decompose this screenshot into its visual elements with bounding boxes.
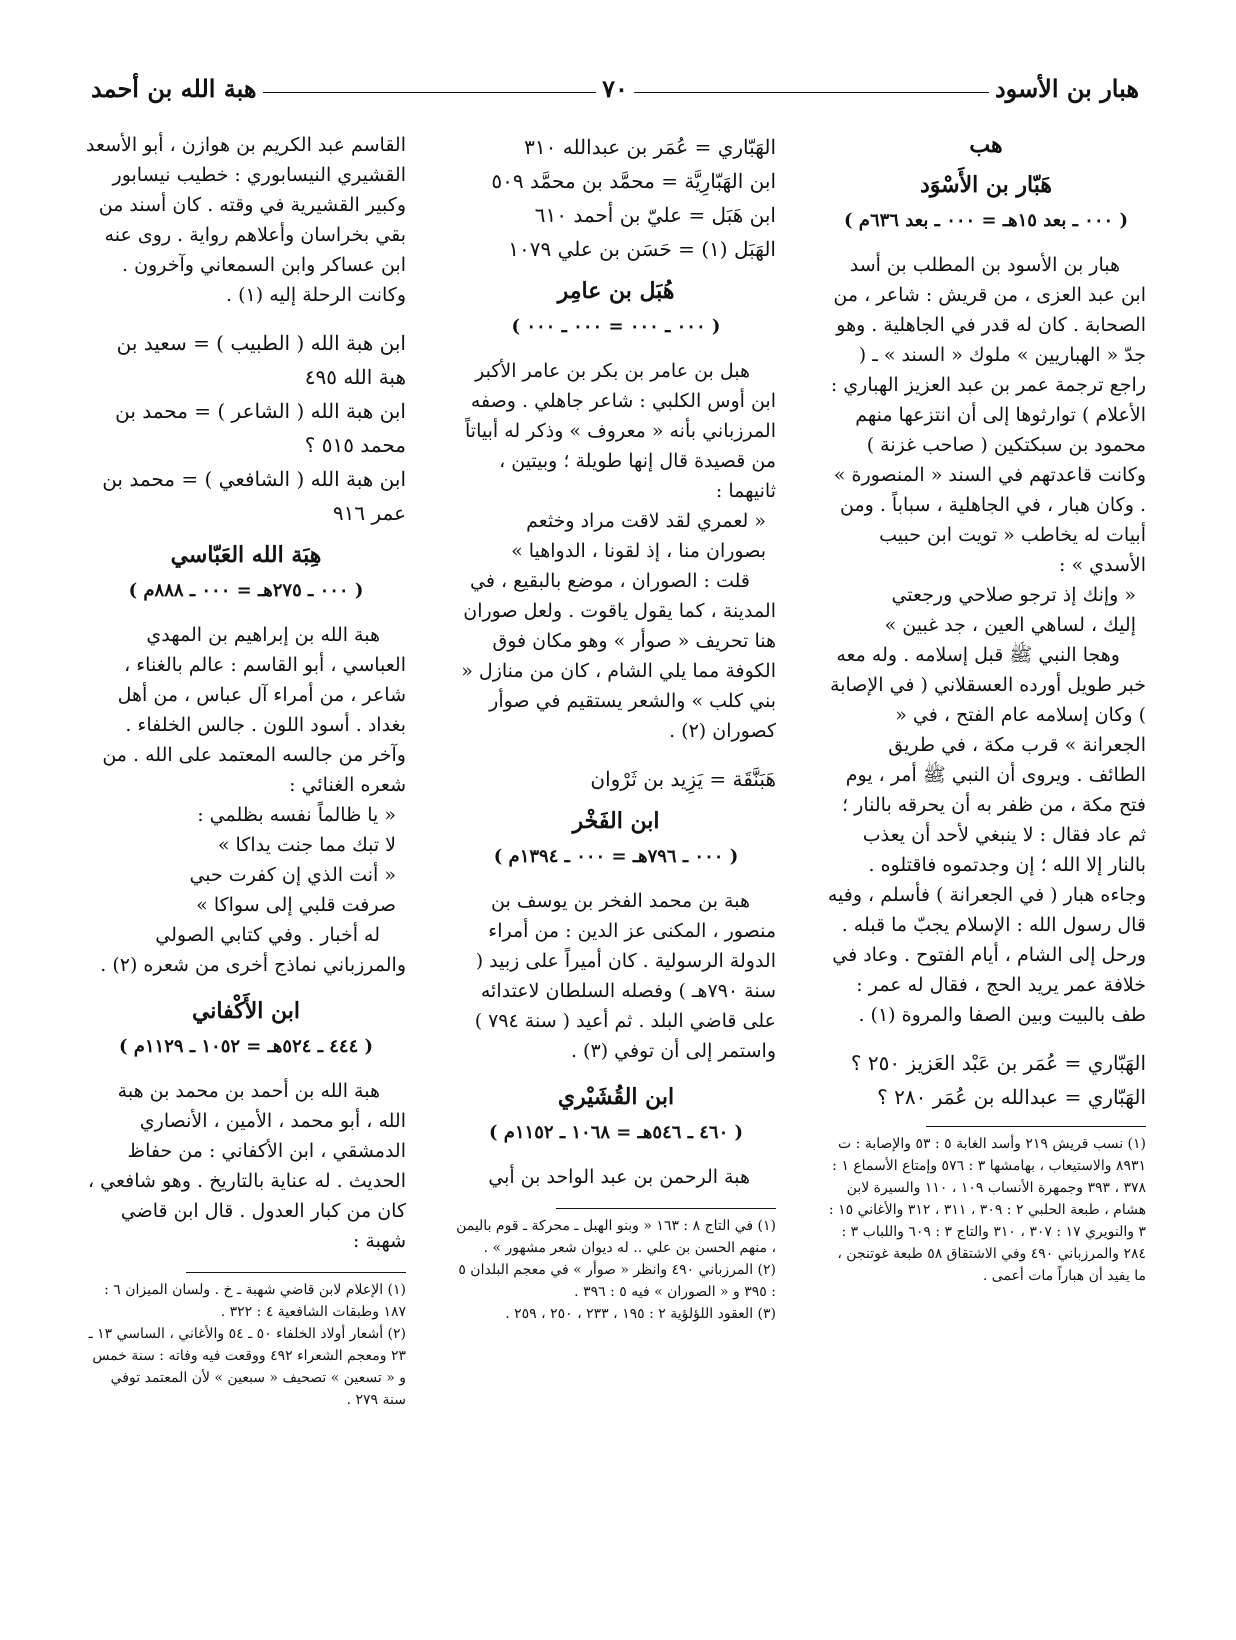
entry-dates: ( ٠٠٠ ـ ٧٩٦هـ = ٠٠٠ ـ ١٣٩٤م ) (493, 846, 739, 867)
column-left (86, 130, 406, 1411)
footnote: (١) في التاج ٨ : ١٦٣ « وبنو الهبل ـ محركة ـ قوم باليمن ، منهم الحسن بن علي .. له ديوان شعر مشهور » . (456, 1218, 776, 1256)
section-label: هب (969, 132, 1003, 158)
footnote: (٢) أشعار أولاد الخلفاء ٥٠ ـ ٥٤ والأغاني ، الساسي ١٣ ـ ٢٣ ومعجم الشعراء ٤٩٢ ووقعت فيه وفاته : سنة خمس و « تسعين » تصحيف « سبعين » لأن المعتمد توفي سنة ٢٧٩ . (88, 1326, 406, 1408)
entry-hubal (456, 276, 776, 746)
entry-title: هِبَة الله العَبّاسي (170, 542, 322, 568)
entry-title: ابن الأَكْفاني (191, 998, 301, 1024)
entry-text: هبة بن محمد الفخر بن يوسف بن منصور ، المكنى عز الدين : من أمراء الدولة الرسولية . كان أميراً على زبيد ( سنة ٧٩٠هـ ) وفصله السلطان لاعتدائه على قاضي البلد . ثم أعيد ( سنة ٧٩٤ ) واستمر إلى أن توفي (٣) . (474, 890, 776, 1062)
entry-dates: ( ٠٠٠ ـ بعد ١٥هـ = ٠٠٠ ـ بعد ٦٣٦م ) (844, 210, 1128, 231)
entry-dates: ( ٠٠٠ ـ ٢٧٥هـ = ٠٠٠ ـ ٨٨٨م ) (128, 580, 364, 601)
cross-reference: ابن هَبَل = عليّ بن أحمد ٦١٠ (534, 203, 776, 227)
entry-text: القاسم عبد الكريم بن هوازن ، أبو الأسعد القشيري النيسابوري : خطيب نيسابور وكبير القشيرية في وقته . كان أسند من بقي بخراسان وأعلاهم رواية . روى عنه ابن عساكر وابن السمعاني وآخرون . وكانت الرحلة إليه (١) . (85, 134, 406, 306)
footnote: (٢) المرزباني ٤٩٠ وانظر « صوأر » في معجم البلدان ٥ : ٣٩٥ و « الصوران » فيه ٥ : ٣٩٦ . (458, 1262, 776, 1300)
entry-dates: ( ٤٦٠ ـ ٥٤٦هـ = ١٠٦٨ ـ ١١٥٢م ) (488, 1122, 744, 1143)
cross-reference: ابن هبة الله ( الطبيب ) = سعيد بن هبة الله ٤٩٥ (116, 331, 406, 389)
entry-text: قلت : الصوران ، موضع بالبقيع ، في المدينة ، كما يقول ياقوت . ولعل صوران هنا تحريف « صوأر » وهو مكان فوق الكوفة مما يلي الشام ، كان من منازل « بني كلب » والشعر يستقيم في صوأر كصوران (٢) . (461, 570, 776, 742)
entry-text: هبل بن عامر بن بكر بن عامر الأكبر ابن أوس الكلبي : شاعر جاهلي . وصفه المرزباني بأنه « معروف » وذكر له أبياتاً من قصيدة قال إنها طويلة ؛ وبيتين ، ثانيهما : (465, 360, 776, 502)
entry-ibn-al-qushayri (456, 1082, 776, 1192)
cross-reference: الهَبّاري = عبدالله بن عُمَر ٢٨٠ ؟ (877, 1085, 1146, 1109)
cross-reference: الهَبّاري = عُمَر بن عَبْد العَزيز ٢٥٠ ؟ (850, 1051, 1146, 1075)
footnote-rule (186, 1272, 406, 1273)
entry-dates: ( ٤٤٤ ـ ٥٢٤هـ = ١٠٥٢ ـ ١١٢٩م ) (118, 1036, 374, 1057)
verse-line: « يا ظالماً نفسه بظلمي : (197, 804, 396, 826)
cross-reference: هَبَنَّقَة = يَزِيد بن ثَرْوان (590, 767, 776, 791)
cross-reference: ابن الهَبّارِيَّة = محمَّد بن محمَّد ٥٠٩ (491, 169, 776, 193)
entry-body (456, 886, 776, 1066)
entry-text: له أخبار . وفي كتابي الصولي والمرزباني نماذج أخرى من شعره (٢) . (100, 924, 406, 976)
entry-habbar (826, 170, 1146, 1030)
footnote: (٣) العقود اللؤلؤية ٢ : ١٩٥ ، ٢٣٣ ، ٢٥٠ ، ٢٥٩ . (505, 1306, 776, 1322)
entry-body (86, 1076, 406, 1256)
entry-title: ابن القُشَيْري (557, 1084, 675, 1110)
entry-ibn-al-fakhr (456, 806, 776, 1066)
entry-hibatullah-al-abbasi (86, 540, 406, 980)
entry-body (86, 620, 406, 980)
running-header (85, 70, 1145, 110)
entry-text: هبة الله بن إبراهيم بن المهدي العباسي ، أبو القاسم : عالم بالغناء ، شاعر ، من أمراء آل عباس ، من أهل بغداد . أسود اللون . جالس الخلفاء . وآخر من جالسه المعتمد على الله . من شعره الغنائي : (102, 624, 406, 796)
cross-reference: الهَبَل (١) = حَسَن بن علي ١٠٧٩ (508, 237, 776, 261)
page-number: ٧٠ (596, 74, 634, 103)
entry-ibn-al-akfani (86, 996, 406, 1256)
entry-text: هبة الرحمن بن عبد الواحد بن أبي (488, 1166, 750, 1188)
verse-line: « أنت الذي إن كفرت حبي (189, 864, 396, 886)
verse-line: « لعمري لقد لاقت مراد وخثعم (526, 510, 766, 532)
entry-title: هَبّار بن الأَسْوَد (919, 172, 1052, 198)
verse-line: بصوران منا ، إذ لقونا ، الدواهيا » (511, 540, 766, 562)
footnote-rule (556, 1208, 776, 1209)
entry-body (456, 1162, 776, 1192)
column-right (826, 130, 1146, 1287)
header-left-title: هبة الله بن أحمد (85, 74, 263, 103)
entry-title: هُبَل بن عامِر (557, 278, 675, 304)
cross-reference: ابن هبة الله ( الشاعر ) = محمد بن محمد ٥١٥ ؟ (115, 399, 406, 457)
entry-continuation (86, 130, 406, 310)
entry-text: هبة الله بن أحمد بن محمد بن هبة الله ، أبو محمد ، الأمين ، الأنصاري الدمشقي ، ابن الأكفاني : من حفاظ الحديث . له عناية بالتاريخ . وهو شافعي ، كان من كبار العدول . قال ابن قاضي شهبة : (87, 1080, 406, 1252)
footnote: (١) الإعلام لابن قاضي شهبة ـ خ . ولسان الميزان ٦ : ١٨٧ وطبقات الشافعية ٤ : ٣٢٢ . (104, 1282, 406, 1320)
cross-reference: ابن هبة الله ( الشافعي ) = محمد بن عمر ٩١٦ (102, 467, 406, 525)
footnote-rule (926, 1126, 1146, 1127)
entry-text: هبار بن الأسود بن المطلب بن أسد ابن عبد العزى ، من قريش : شاعر ، من الصحابة . كان له قدر في الجاهلية . وهو جدّ « الهباريين » ملوك « السند » ـ ( راجع ترجمة عمر بن عبد العزيز الهباري : الأعلام ) توارثوها إلى أن انتزعها منهم محمود بن سبكتكين ( صاحب غزنة ) وكانت قاعدتهم في السند « المنصورة » . وكان هبار ، في الجاهلية ، سباباً . ومن أبيات له يخاطب « تويت ابن حبيب الأسدي » : (830, 254, 1146, 576)
header-right-title: هبار بن الأسود (989, 74, 1145, 103)
entry-body (826, 250, 1146, 1030)
verse-line: صرفت قلبي إلى سواكا » (196, 894, 396, 916)
verse-line: إليك ، لساهي العين ، جد غبين » (884, 614, 1136, 636)
entry-body (456, 356, 776, 746)
cross-reference: الهَبّاري = عُمَر بن عبدالله ٣١٠ (524, 135, 776, 159)
verse-line: « وإنك إذ ترجو صلاحي ورجعتي (891, 584, 1136, 606)
footnote: (١) نسب قريش ٢١٩ وأسد الغابة ٥ : ٥٣ والإصابة : ت ٨٩٣١ والاستيعاب ، بهامشها ٣ : ٥٧٦ وإمتاع الأسماع ١ : ٣٧٨ ، ٣٩٣ وجمهرة الأنساب ١٠٩ ، ١١٠ والسيرة لابن هشام ، طبعة الحلبي ٢ : ٣٠٩ ، ٣١١ ، ٣١٢ والأغاني ١٥ : ٣ والنويري ١٧ : ٣٠٧ ، ٣١٠ والتاج ٣ : ٦٠٩ واللباب ٣ : ٢٨٤ والمرزباني ٤٩٠ وفي الاشتقاق ٥٨ طبعة غوتنجن ، ما يفيد أن هباراً مات أعمى . (828, 1136, 1146, 1284)
entry-dates: ( ٠٠٠ ـ ٠٠٠ = ٠٠٠ ـ ٠٠٠ ) (511, 316, 721, 337)
entry-title: ابن الفَخْر (572, 808, 660, 834)
column-middle (456, 130, 776, 1325)
entry-text: وهجا النبي ﷺ قبل إسلامه . وله معه خبر طويل أورده العسقلاني ( في الإصابة ) وكان إسلامه عام الفتح ، في « الجعرانة » قرب مكة ، في طريق الطائف . ويروى أن النبي ﷺ أمر ، يوم فتح مكة ، من ظفر به أن يحرقه بالنار ؛ ثم عاد فقال : لا ينبغي لأحد أن يعذب بالنار إلا الله ؛ إن وجدتموه فاقتلوه . وجاءه هبار ( في الجعرانة ) فأسلم ، وفيه قال رسول الله : الإسلام يجبّ ما قبله . ورحل إلى الشام ، أيام الفتوح . وعاد في خلافة عمر يريد الحج ، فقال له عمر : طف بالبيت وبين الصفا والمروة (١) . (827, 644, 1146, 1026)
verse-line: لا تبك مما جنت يداكا » (217, 834, 396, 856)
